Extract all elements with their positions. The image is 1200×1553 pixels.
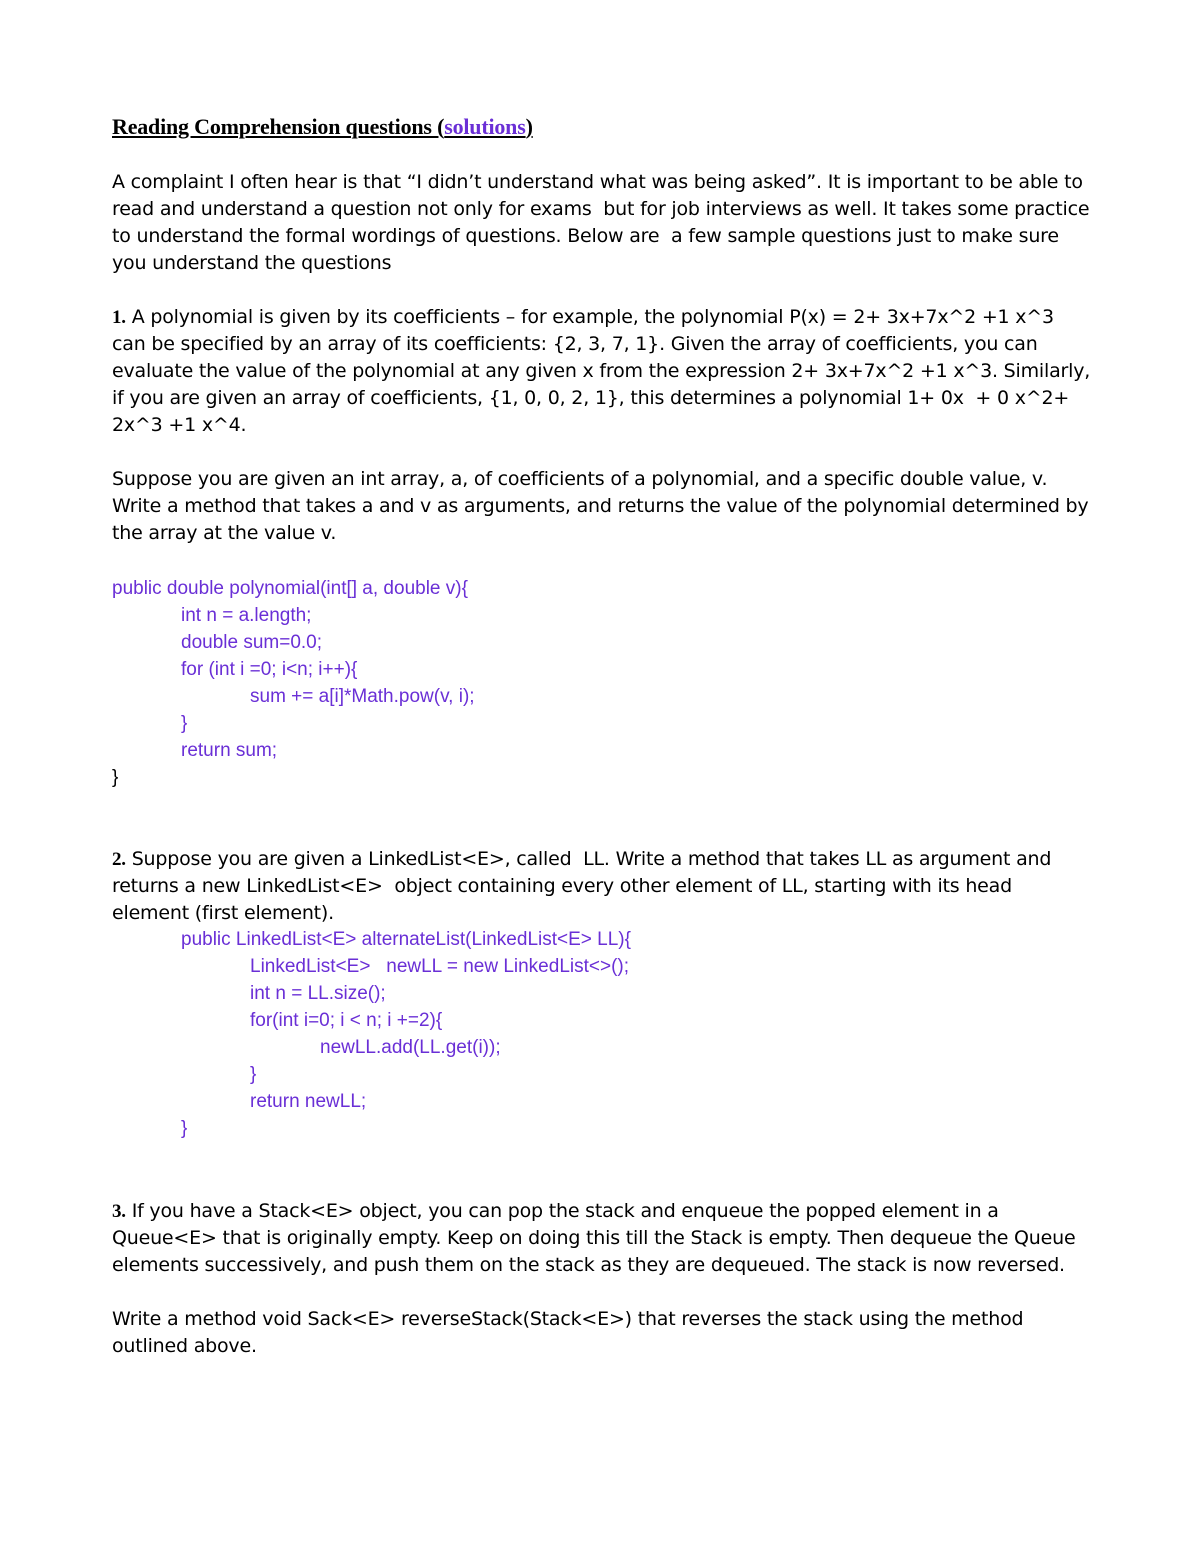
title-close: ) <box>525 114 533 139</box>
q1-code-line: for (int i =0; i<n; i++){ <box>181 659 358 680</box>
q1-prompt-line: Write a method that takes a and v as arguments, and returns the value of the polynomial determined by <box>112 495 1089 517</box>
q3-text: If you have a Stack<E> object, you can pop the stack and enqueue the popped element in a <box>125 1200 999 1222</box>
solutions-link[interactable]: solutions <box>444 114 526 139</box>
q3-line: elements successively, and push them on the stack as they are dequeued. The stack is now reversed. <box>112 1254 1065 1276</box>
q1-line <box>112 304 1054 331</box>
q2-line: element (first element). <box>112 902 334 924</box>
q1-prompt-line: the array at the value v. <box>112 522 337 544</box>
q2-line: returns a new LinkedList<E> object containing every other element of LL, starting with its head <box>112 875 1012 897</box>
q1-number: 1. <box>112 307 126 328</box>
q1-code-line: public double polynomial(int[] a, double v){ <box>112 578 468 599</box>
q2-code-line: return newLL; <box>250 1091 367 1112</box>
q1-line: evaluate the value of the polynomial at any given x from the expression 2+ 3x+7x^2 +1 x^3. Similarly, <box>112 360 1091 382</box>
q3-prompt-line: Write a method void Sack<E> reverseStack(Stack<E>) that reverses the stack using the method <box>112 1308 1024 1330</box>
q2-line <box>112 846 1051 873</box>
q3-prompt-line: outlined above. <box>112 1335 257 1357</box>
q3-line <box>112 1198 999 1225</box>
q2-code-line: int n = LL.size(); <box>250 983 386 1004</box>
q1-line: if you are given an array of coefficients, {1, 0, 0, 2, 1}, this determines a polynomial 1+ 0x + 0 x^2+ <box>112 387 1070 409</box>
q1-text: A polynomial is given by its coefficients – for example, the polynomial P(x) = 2+ 3x+7x^2 +1 x^3 <box>125 306 1054 328</box>
q1-code-line: sum += a[i]*Math.pow(v, i); <box>250 686 475 707</box>
q2-code-line: } <box>250 1064 257 1085</box>
q2-code-line: for(int i=0; i < n; i +=2){ <box>250 1010 443 1031</box>
q1-code-line: int n = a.length; <box>181 605 312 626</box>
title-text: Reading Comprehension questions ( <box>112 114 445 139</box>
q2-text: Suppose you are given a LinkedList<E>, called LL. Write a method that takes LL as argument and <box>125 848 1052 870</box>
q1-prompt-line: Suppose you are given an int array, a, of coefficients of a polynomial, and a specific double value, v. <box>112 468 1048 490</box>
page-title <box>112 114 533 140</box>
q2-code-line: public LinkedList<E> alternateList(LinkedList<E> LL){ <box>181 929 631 950</box>
q1-line: 2x^3 +1 x^4. <box>112 414 247 436</box>
q1-code-line: } <box>112 767 119 788</box>
q3-number: 3. <box>112 1201 126 1222</box>
q3-line: Queue<E> that is originally empty. Keep on doing this till the Stack is empty. Then dequeue the Queue <box>112 1227 1076 1249</box>
intro-line: A complaint I often hear is that “I didn’t understand what was being asked”. It is important to be able to <box>112 171 1083 193</box>
intro-line: you understand the questions <box>112 252 392 274</box>
q1-code-line: } <box>181 713 188 734</box>
q2-code-line: } <box>181 1118 188 1139</box>
q1-code-line: double sum=0.0; <box>181 632 323 653</box>
intro-line: to understand the formal wordings of questions. Below are a few sample questions just to make sure <box>112 225 1059 247</box>
intro-line: read and understand a question not only for exams but for job interviews as well. It takes some practice <box>112 198 1090 220</box>
q2-code-line: newLL.add(LL.get(i)); <box>320 1037 501 1058</box>
q1-code-line: return sum; <box>181 740 278 761</box>
q2-code-line: LinkedList<E> newLL = new LinkedList<>(); <box>250 956 630 977</box>
q2-number: 2. <box>112 849 126 870</box>
q1-line: can be specified by an array of its coefficients: {2, 3, 7, 1}. Given the array of coefficients, you can <box>112 333 1038 355</box>
